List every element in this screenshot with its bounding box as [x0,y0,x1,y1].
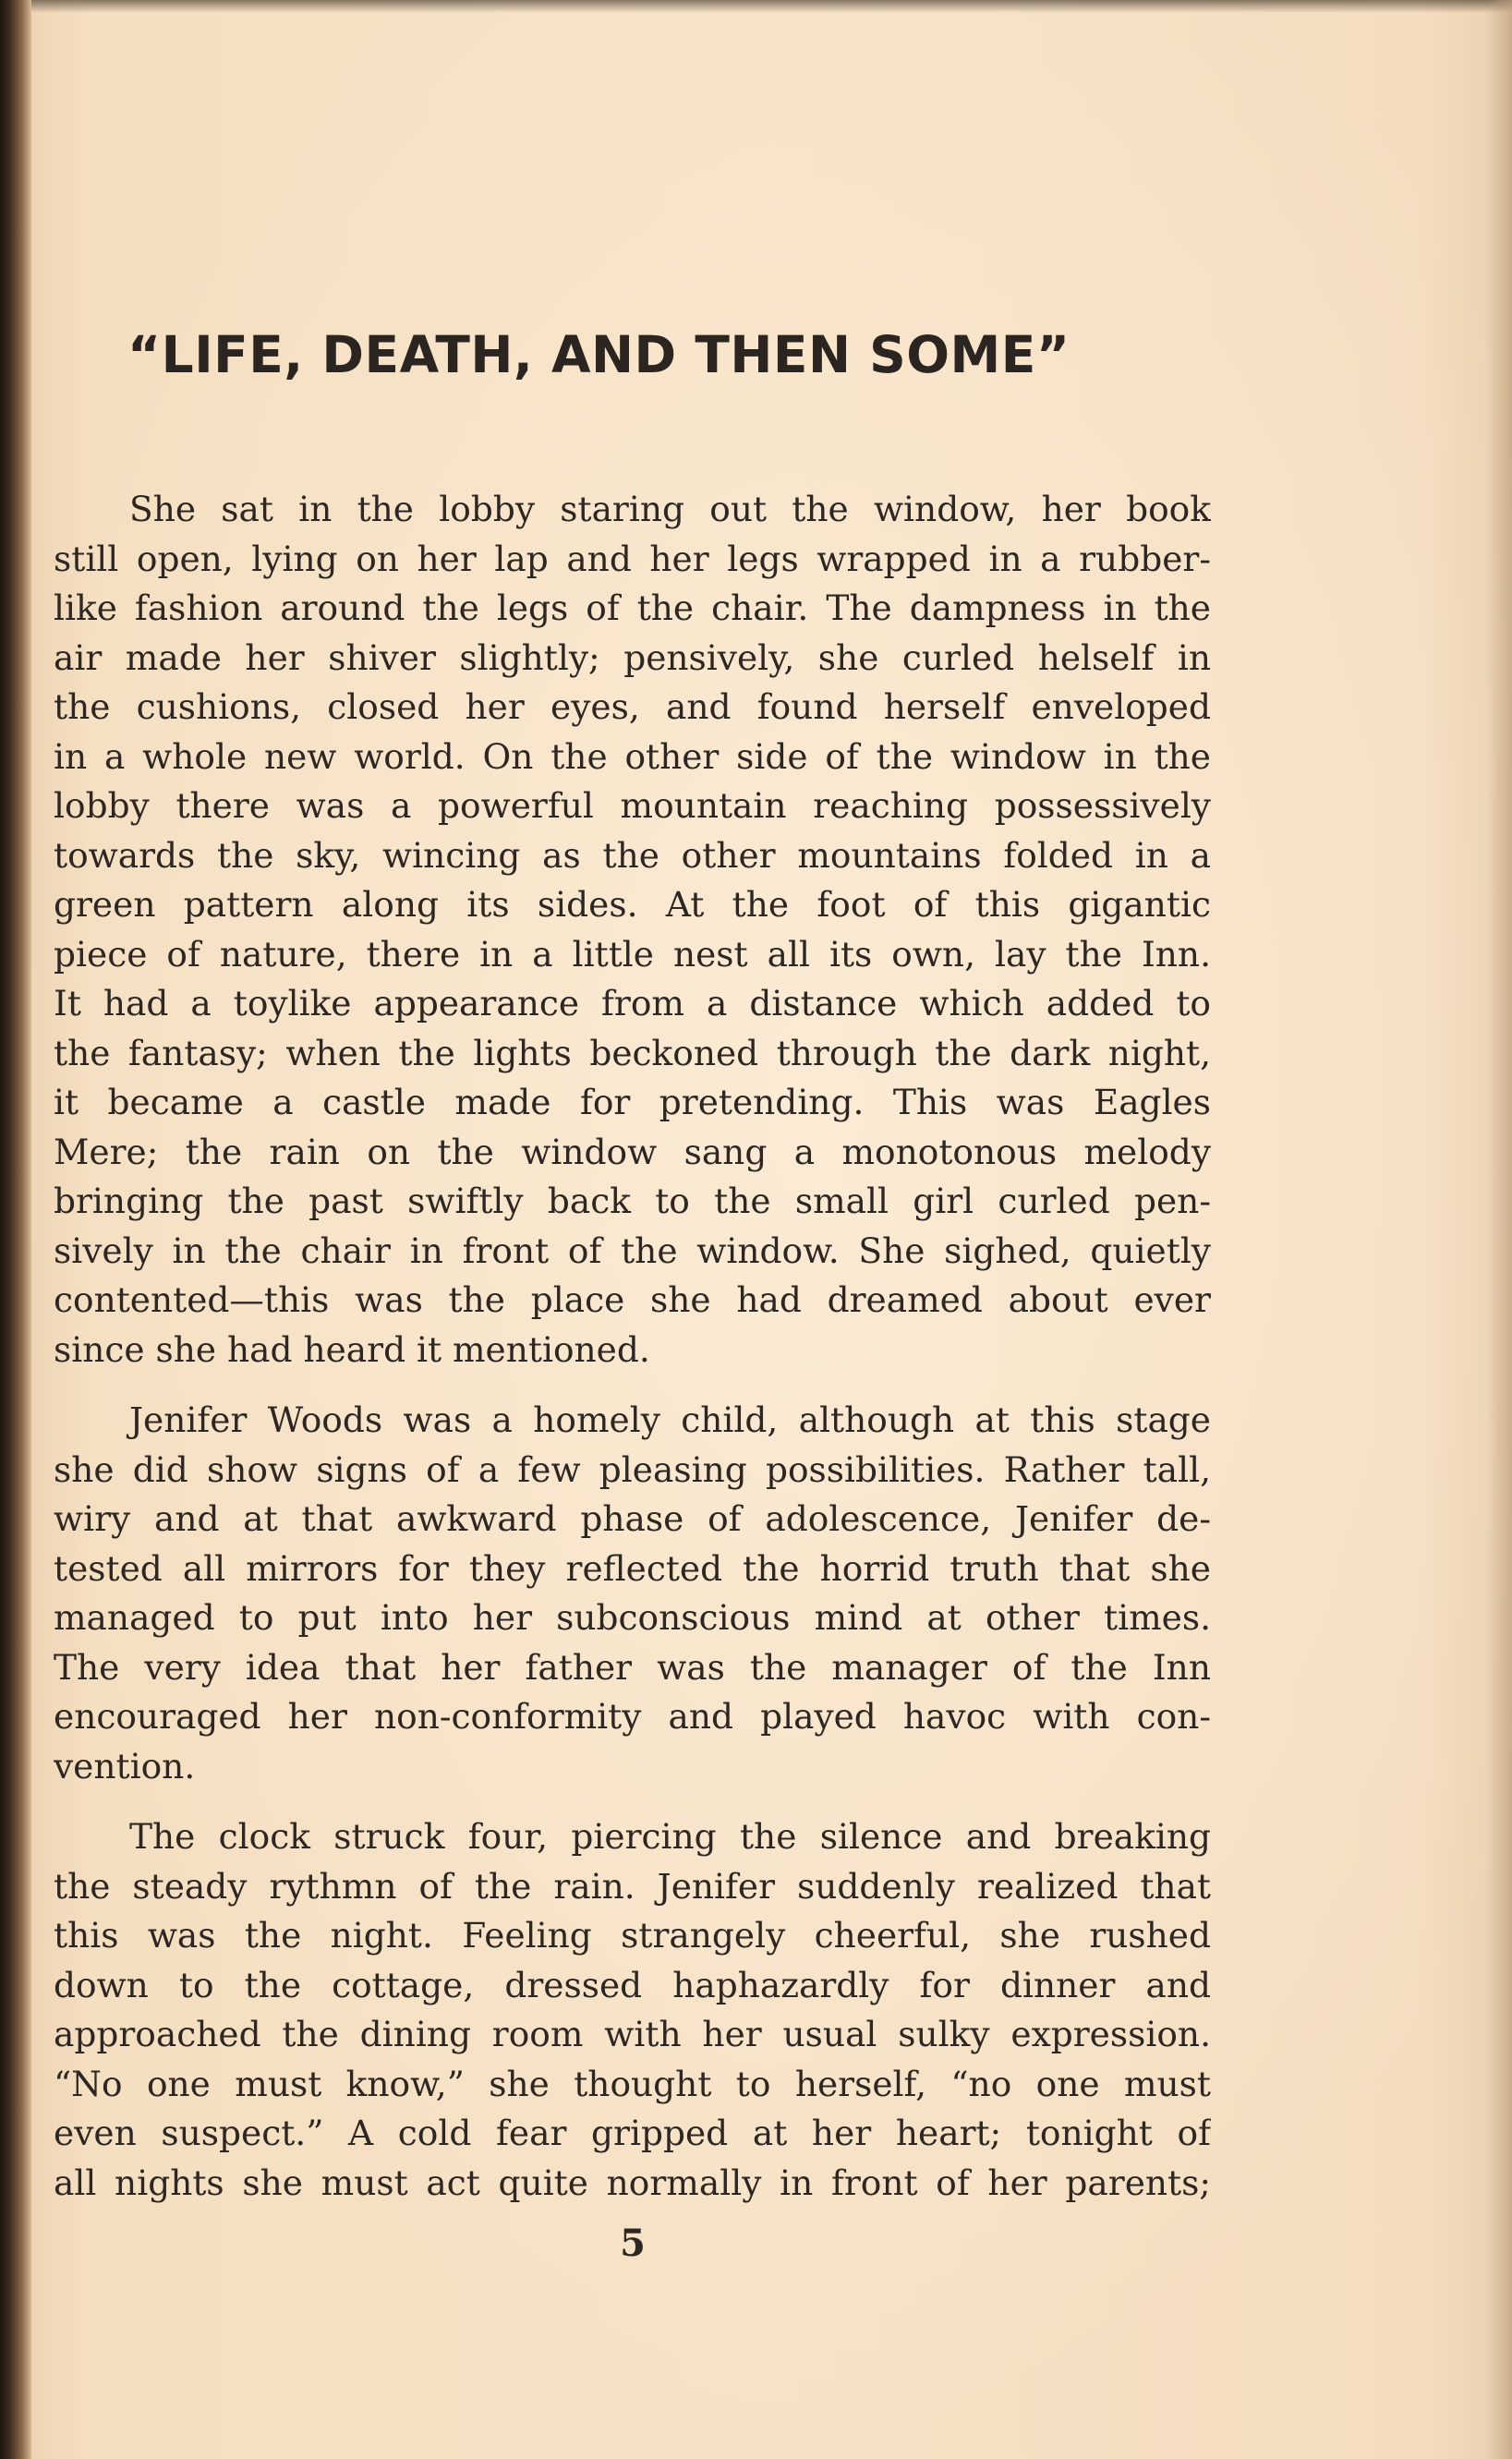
paragraph-2 [54,1396,1211,1791]
text-line: tested all mirrors for they reflected the horrid truth that she [54,1547,1211,1589]
text-line: It had a toylike appearance from a distance which added to [54,983,1211,1024]
text-line: this was the night. Feeling strangely cheerful, she rushed [54,1915,1211,1956]
text-line: all nights she must act quite normally in front of her parents; [54,2162,1211,2203]
text-line: in a whole new world. On the other side of the window in the [54,735,1211,777]
text-line: She sat in the lobby staring out the window, her book [129,489,1211,529]
text-line: bringing the past swiftly back to the small girl curled pen- [54,1181,1211,1221]
text-line: encouraged her non-conformity and played havoc with con- [54,1696,1211,1737]
paragraph-1 [54,485,1211,1375]
text-line: sively in the chair in front of the window. She sighed, quietly [54,1230,1211,1271]
text-line: vention. [54,1745,196,1787]
text-line: it became a castle made for pretending. This was Eagles [54,1082,1211,1122]
text-line: the steady rythmn of the rain. Jenifer suddenly realized that [54,1865,1211,1907]
chapter-title: “LIFE, DEATH, AND THEN SOME” [127,325,1070,384]
text-line: towards the sky, wincing as the other mountains folded in a [54,834,1211,876]
text-line: even suspect.” A cold fear gripped at her heart; tonight of [54,2113,1211,2153]
text-line: still open, lying on her lap and her legs wrapped in a rubber- [54,538,1211,579]
body-text [54,485,1211,2208]
book-binding-edge [0,0,31,2459]
text-line: contented—this was the place she had dreamed about ever [54,1279,1211,1320]
page-number: 5 [620,2222,646,2265]
text-line: the fantasy; when the lights beckoned through the dark night, [54,1032,1211,1073]
text-line: the cushions, closed her eyes, and found herself enveloped [54,686,1211,727]
text-line: managed to put into her subconscious mind at other times. [54,1597,1211,1638]
text-line: Mere; the rain on the window sang a monotonous melody [54,1131,1211,1172]
text-line: she did show signs of a few pleasing possibilities. Rather tall, [54,1448,1211,1490]
text-line: piece of nature, there in a little nest all its own, lay the Inn. [54,933,1211,975]
text-line: approached the dining room with her usual sulky expression. [54,2014,1211,2054]
paragraph-3 [54,1812,1211,2208]
text-line: green pattern along its sides. At the foot of this gigantic [54,884,1211,925]
text-line: air made her shiver slightly; pensively, she curled helself in [54,636,1211,678]
text-line: wiry and at that awkward phase of adolescence, Jenifer de- [54,1498,1211,1539]
text-line: “No one must know,” she thought to herself, “no one must [54,2063,1211,2104]
text-line: Jenifer Woods was a homely child, although at this stage [129,1399,1211,1440]
text-line: since she had heard it mentioned. [54,1328,650,1370]
text-line: The clock struck four, piercing the silence and breaking [129,1816,1211,1857]
top-scan-shadow [0,0,1512,13]
page-right-edge [1486,0,1512,2459]
text-line: like fashion around the legs of the chair. The dampness in the [54,587,1211,628]
text-line: down to the cottage, dressed haphazardly for dinner and [54,1964,1211,2005]
text-line: lobby there was a powerful mountain reaching possessively [54,785,1211,826]
text-line: The very idea that her father was the manager of the Inn [54,1646,1211,1688]
